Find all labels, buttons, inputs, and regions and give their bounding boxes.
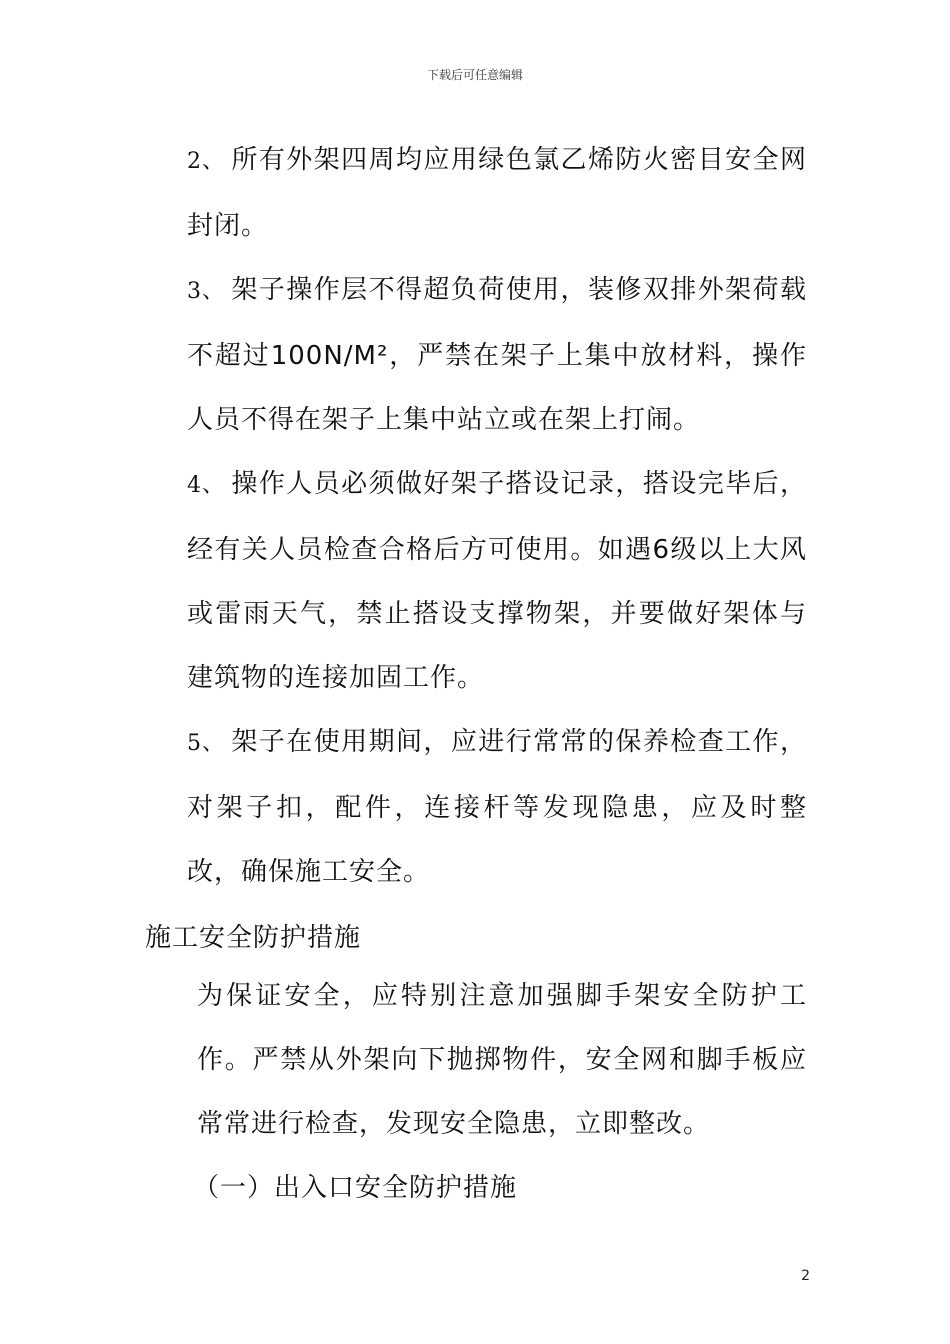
item-number: 2、	[187, 149, 225, 174]
item-text: 所有外架四周均应用绿色氯乙烯防火密目安全网封闭。	[187, 145, 807, 241]
list-item-2	[145, 128, 807, 258]
item-text: 架子在使用期间，应进行常常的保养检查工作，对架子扣，配件，连接杆等发现隐患，应及时整改，确保施工安全。	[187, 727, 807, 887]
list-item-5	[145, 710, 807, 904]
item-text: 架子操作层不得超负荷使用，装修双排外架荷载不超过100N/M²，严禁在架子上集中放材料，操作人员不得在架子上集中站立或在架上打闹。	[187, 275, 807, 435]
list-item-4	[145, 452, 807, 710]
item-number: 4、	[187, 473, 225, 498]
item-number: 3、	[187, 279, 225, 304]
list-item-3	[145, 258, 807, 452]
item-number: 5、	[187, 731, 225, 756]
document-body	[145, 128, 807, 1220]
page-number: 2	[801, 1268, 810, 1284]
section-paragraph: 为保证安全，应特别注意加强脚手架安全防护工作。严禁从外架向下抛掷物件，安全网和脚手板应常常进行检查，发现安全隐患，立即整改。	[197, 981, 807, 1139]
header-note: 下载后可任意编辑	[426, 68, 523, 82]
item-text: 操作人员必须做好架子搭设记录，搭设完毕后，经有关人员检查合格后方可使用。如遇6级以上大风或雷雨天气，禁止搭设支撑物架，并要做好架体与建筑物的连接加固工作。	[187, 469, 807, 693]
sub-heading: （一）出入口安全防护措施	[193, 1173, 518, 1203]
section-heading: 施工安全防护措施	[145, 923, 362, 953]
